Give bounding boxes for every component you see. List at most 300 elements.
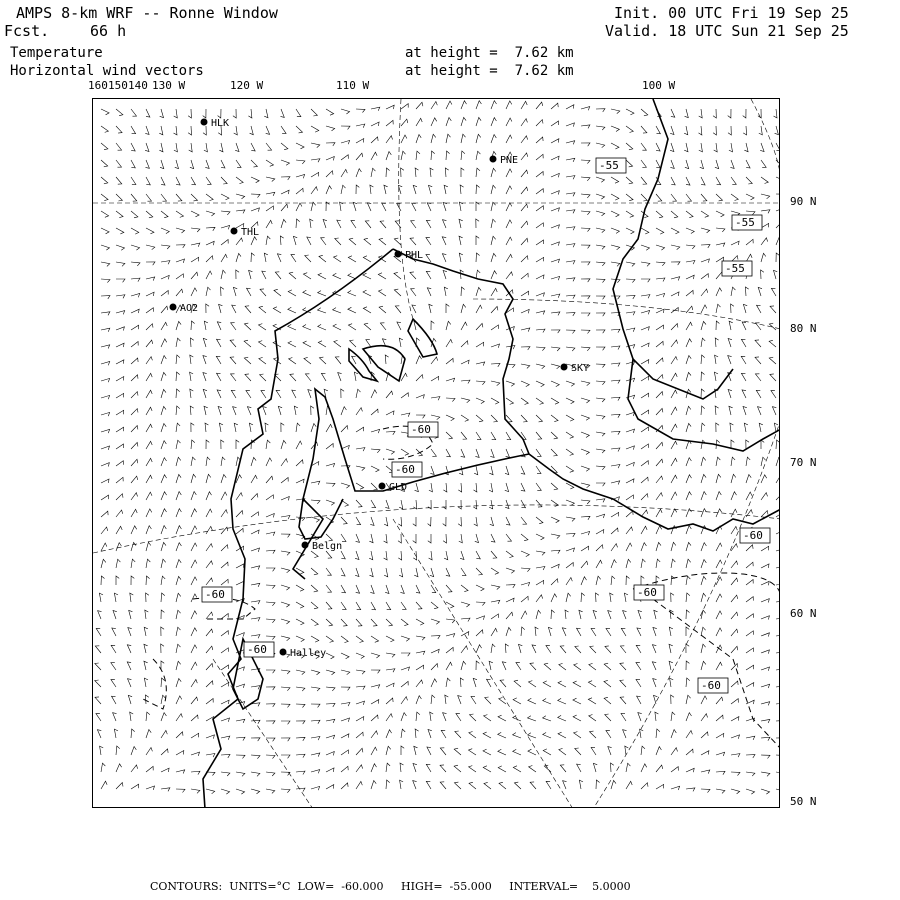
wind-barb	[596, 109, 605, 112]
wind-barb	[131, 409, 138, 415]
wind-barb	[101, 228, 109, 234]
wind-barb	[311, 704, 320, 707]
wind-barb	[101, 495, 109, 500]
wind-barb	[428, 534, 431, 543]
wind-barb	[611, 448, 620, 452]
wind-barb	[446, 339, 452, 347]
wind-barb	[371, 619, 377, 626]
wind-barb	[446, 647, 453, 653]
wind-barb	[581, 245, 590, 248]
wind-barb	[581, 415, 590, 420]
wind-barb	[573, 715, 581, 721]
wind-barb	[380, 221, 386, 228]
wind-barb	[743, 304, 747, 313]
wind-barb	[266, 670, 275, 673]
wind-barb	[641, 376, 649, 381]
wind-barb	[386, 730, 392, 738]
wind-barb	[101, 527, 108, 534]
contour-label-text: -55	[599, 159, 619, 172]
wind-barb	[131, 177, 136, 185]
wind-barb	[250, 126, 254, 135]
wind-barb	[397, 322, 401, 330]
wind-barb	[776, 738, 780, 741]
wind-barb	[161, 406, 166, 415]
wind-barb	[579, 780, 583, 789]
wind-barb	[761, 475, 767, 483]
wind-barb	[559, 748, 566, 755]
wind-barb	[428, 730, 432, 739]
wind-barb	[620, 680, 626, 687]
lat-tick: 70 N	[790, 456, 817, 469]
wind-barb	[446, 378, 455, 382]
wind-barb	[596, 560, 602, 568]
wind-barb	[505, 483, 509, 492]
wind-barb	[101, 362, 110, 366]
wind-barb	[394, 238, 401, 245]
wind-barb	[266, 568, 275, 571]
wind-barb	[446, 415, 454, 421]
wind-barb	[443, 517, 446, 526]
wind-barb	[206, 241, 214, 245]
wind-barb	[101, 245, 110, 250]
wind-barb	[731, 754, 740, 758]
wind-barb	[131, 493, 138, 500]
wind-barb	[259, 357, 266, 364]
wind-barb	[656, 747, 661, 755]
wind-barb	[326, 109, 334, 115]
map-canvas	[93, 99, 780, 808]
wind-barb	[236, 511, 243, 518]
wind-barb	[296, 160, 305, 164]
wind-barb	[431, 151, 435, 160]
wind-barb	[367, 203, 371, 211]
wind-barb	[318, 273, 326, 279]
wind-barb	[395, 221, 401, 228]
wind-barb	[296, 771, 305, 774]
wind-barb	[311, 585, 318, 592]
wind-barb	[716, 509, 722, 517]
wind-barb	[461, 646, 468, 653]
wind-barb	[656, 442, 663, 449]
station-halley	[280, 648, 327, 659]
wind-barb	[543, 716, 551, 721]
wind-barb	[558, 698, 566, 704]
wind-barb	[551, 191, 559, 195]
wind-barb	[146, 766, 153, 772]
contour-label	[740, 528, 770, 543]
wind-barb	[412, 203, 416, 211]
wind-barb	[701, 751, 709, 755]
wind-barb	[536, 551, 545, 555]
wind-barb	[596, 466, 605, 470]
wind-barb	[686, 610, 690, 619]
wind-barb	[278, 406, 282, 415]
wind-barb	[731, 526, 737, 534]
wind-barb	[296, 636, 304, 642]
wind-barb	[543, 749, 551, 755]
wind-barb	[146, 492, 152, 500]
wind-barb	[176, 627, 181, 636]
wind-barb	[114, 729, 118, 738]
wind-barb	[101, 109, 109, 115]
wind-barb	[379, 306, 386, 313]
wind-barb	[413, 185, 417, 194]
wind-barb	[116, 211, 123, 218]
wind-barb	[528, 698, 536, 704]
wind-barb	[746, 789, 755, 794]
wind-barb	[641, 126, 647, 133]
wind-barb	[371, 466, 379, 472]
wind-barb	[671, 424, 677, 432]
wind-barb	[101, 194, 108, 201]
wind-barb	[101, 378, 110, 382]
wind-barb	[161, 475, 167, 483]
coastline-path	[349, 349, 377, 381]
wind-barb	[333, 324, 341, 330]
wind-barb	[333, 273, 341, 279]
wind-barb	[176, 576, 181, 585]
wind-barb	[641, 783, 648, 789]
wind-barb	[326, 171, 333, 177]
wind-barb	[641, 559, 645, 568]
wind-barb	[296, 188, 303, 194]
wind-barb	[221, 194, 229, 200]
wind-barb	[236, 684, 245, 688]
wind-barb	[219, 304, 223, 313]
wind-barb	[446, 118, 451, 127]
wind-barb	[430, 466, 434, 474]
wind-barb	[206, 194, 213, 201]
wind-barb	[356, 389, 361, 398]
wind-barb	[261, 391, 266, 398]
wind-barb	[581, 125, 590, 128]
wind-barb	[476, 287, 481, 296]
wind-barb	[411, 289, 416, 296]
wind-barb	[430, 168, 433, 177]
wind-barb	[281, 497, 289, 501]
wind-barb	[596, 514, 605, 518]
wind-barb	[776, 177, 780, 183]
wind-barb	[326, 752, 334, 756]
wind-barb	[656, 325, 664, 330]
wind-barb	[217, 322, 221, 330]
wind-barb	[551, 594, 557, 602]
station-dot	[379, 483, 386, 490]
wind-barb	[596, 576, 601, 585]
wind-barb	[363, 273, 371, 279]
wind-barb	[701, 289, 708, 296]
wind-barb	[521, 596, 528, 602]
wind-barb	[641, 295, 650, 299]
wind-barb	[671, 492, 677, 500]
wind-barb	[266, 440, 270, 449]
wind-barb	[461, 341, 468, 347]
wind-barb	[161, 542, 166, 551]
wind-barb	[251, 548, 260, 552]
wind-barb	[321, 373, 326, 381]
wind-barb	[551, 156, 559, 160]
wind-barb	[146, 475, 152, 483]
wind-barb	[530, 663, 536, 670]
wind-barb	[596, 262, 605, 266]
wind-barb	[203, 356, 207, 364]
wind-barb	[311, 619, 318, 626]
wind-barb	[370, 517, 374, 525]
wind-barb	[671, 324, 678, 331]
wind-barb	[161, 306, 168, 313]
wind-barb	[416, 619, 424, 625]
wind-barb	[281, 219, 286, 228]
wind-barb	[221, 211, 230, 215]
wind-barb	[206, 663, 213, 670]
wind-barb	[671, 748, 678, 755]
wind-barb	[281, 440, 286, 449]
wind-barb	[386, 619, 393, 626]
wind-barb	[761, 270, 764, 279]
wind-barb	[386, 105, 394, 109]
wind-barb	[656, 459, 663, 466]
wind-barb	[266, 636, 275, 640]
wind-barb	[626, 576, 630, 585]
wind-barb	[776, 208, 780, 212]
wind-barb	[401, 713, 406, 721]
wind-barb	[101, 412, 110, 416]
wind-barb	[311, 517, 320, 522]
wind-barb	[716, 288, 722, 296]
wind-barb	[701, 610, 706, 619]
wind-barb	[446, 134, 451, 143]
wind-barb	[460, 185, 464, 194]
wind-barb	[371, 483, 377, 490]
wind-barb	[161, 526, 166, 535]
wind-barb	[491, 185, 496, 194]
wind-barb	[506, 627, 511, 636]
wind-barb	[581, 577, 587, 585]
wind-barb	[476, 602, 485, 606]
wind-barb	[281, 204, 288, 211]
wind-barb	[206, 526, 212, 534]
init-time: Init. 00 UTC Fri 19 Sep 25	[614, 4, 849, 22]
wind-barb	[461, 602, 470, 607]
wind-barb	[386, 698, 393, 704]
wind-barb	[761, 684, 770, 688]
wind-barb	[355, 568, 359, 577]
wind-barb	[341, 750, 348, 755]
wind-barb	[761, 160, 766, 167]
wind-barb	[95, 680, 101, 687]
wind-barb	[441, 730, 446, 738]
wind-barb	[426, 255, 431, 262]
wind-barb	[551, 500, 558, 507]
wind-barb	[626, 262, 635, 266]
wind-barb	[251, 618, 260, 622]
wind-barb	[626, 462, 634, 466]
wind-barb	[473, 678, 477, 687]
wind-barb	[176, 228, 185, 233]
map-title: AMPS 8-km WRF -- Ronne Window	[16, 4, 278, 22]
station-dot	[201, 119, 208, 126]
wind-barb	[221, 270, 226, 279]
wind-barb	[413, 764, 417, 773]
wind-barb	[701, 228, 710, 233]
wind-barb	[326, 585, 332, 592]
wind-barb	[161, 228, 169, 234]
wind-barb	[221, 545, 228, 551]
forecast-hours: 66 h	[90, 22, 127, 40]
wind-barb	[536, 223, 543, 228]
wind-barb	[116, 427, 124, 432]
wind-barb	[296, 143, 304, 149]
wind-barb	[730, 160, 734, 168]
wind-barb	[461, 151, 465, 160]
wind-barb	[131, 559, 135, 568]
contour-line	[653, 599, 780, 749]
wind-barb	[341, 109, 350, 114]
wind-barb	[116, 410, 124, 415]
wind-barb	[191, 679, 197, 687]
wind-barb	[626, 495, 633, 500]
wind-barb	[114, 593, 118, 602]
wind-barb	[296, 219, 300, 228]
wind-barb	[281, 585, 290, 590]
station-dot	[302, 542, 309, 549]
wind-barb	[217, 390, 221, 398]
wind-barb	[776, 457, 780, 466]
wind-barb	[626, 345, 635, 349]
wind-barb	[581, 143, 590, 146]
wind-barb	[558, 715, 566, 721]
wind-barb	[671, 542, 676, 551]
wind-barb	[755, 340, 761, 347]
wind-barb	[221, 177, 227, 184]
wind-barb	[686, 475, 692, 483]
wind-barb	[426, 271, 431, 279]
wind-barb	[251, 583, 260, 587]
wind-barb	[611, 414, 620, 417]
wind-barb	[371, 685, 380, 689]
wind-barb	[491, 600, 500, 604]
wind-barb	[521, 381, 529, 387]
wind-barb	[191, 474, 196, 483]
wind-barb	[728, 390, 732, 399]
wind-barb	[348, 291, 356, 297]
wind-barb	[431, 357, 438, 364]
wind-barb	[528, 716, 537, 721]
wind-barb	[731, 457, 735, 466]
wind-barb	[551, 483, 558, 490]
wind-barb	[176, 509, 181, 517]
wind-barb	[326, 464, 335, 468]
wind-barb	[626, 763, 630, 772]
wind-barb	[444, 551, 448, 560]
wind-barb	[131, 375, 138, 381]
contour-label	[722, 261, 752, 276]
wind-barb	[431, 636, 440, 639]
wind-barb	[491, 614, 498, 619]
wind-barb	[311, 568, 318, 575]
wind-barb	[116, 783, 123, 790]
wind-barb	[400, 763, 404, 772]
wind-barb	[701, 211, 709, 217]
wind-barb	[131, 426, 138, 433]
wind-barb	[440, 782, 446, 789]
wind-barb	[461, 398, 470, 403]
wind-barb	[386, 168, 390, 177]
wind-barb	[715, 160, 719, 169]
wind-barb	[401, 746, 404, 755]
wind-barb	[191, 543, 197, 551]
wind-barb	[371, 168, 375, 177]
wind-barb	[431, 376, 439, 381]
wind-barb	[611, 528, 618, 534]
wind-barb	[506, 381, 515, 386]
wind-barb	[203, 389, 207, 398]
wind-barb	[566, 330, 575, 334]
wind-barb	[216, 356, 221, 364]
wind-barb	[590, 731, 597, 738]
wind-barb	[101, 262, 110, 266]
wind-barb	[701, 440, 705, 449]
contour-label-text: -60	[205, 588, 225, 601]
wind-barb	[521, 483, 525, 491]
wind-barb	[233, 109, 236, 118]
wind-barb	[281, 704, 290, 707]
wind-barb	[641, 177, 647, 184]
wind-barb	[290, 374, 296, 381]
wind-barb	[566, 563, 573, 569]
wind-barb	[245, 374, 251, 381]
wind-barb	[460, 551, 464, 560]
wind-barb	[190, 372, 194, 381]
wind-barb	[176, 372, 180, 381]
wind-barb	[386, 391, 393, 398]
wind-barb	[489, 466, 493, 475]
wind-barb	[686, 559, 691, 568]
wind-barb	[236, 493, 242, 500]
wind-barb	[401, 636, 410, 641]
wind-barb	[296, 737, 305, 740]
wind-barb	[251, 475, 257, 483]
wind-barb	[637, 696, 641, 704]
wind-barb	[311, 109, 317, 116]
wind-barb	[281, 143, 288, 150]
wind-barb	[416, 636, 425, 640]
wind-barb	[443, 534, 446, 543]
wind-barb	[581, 160, 590, 164]
station-label: HLK	[211, 118, 230, 129]
wind-barb	[356, 701, 365, 705]
wind-barb	[500, 680, 506, 687]
wind-barb	[491, 364, 500, 367]
wind-barb	[116, 746, 120, 755]
wind-barb	[413, 534, 416, 543]
wind-barb	[476, 253, 480, 262]
wind-barb	[469, 732, 476, 739]
wind-barb	[356, 466, 365, 471]
wind-barb	[415, 729, 419, 738]
wind-barb	[416, 102, 423, 109]
wind-barb	[161, 749, 168, 755]
wind-barb	[476, 202, 479, 211]
wind-barb	[363, 290, 371, 296]
wind-barb	[356, 585, 360, 593]
wind-barb	[191, 243, 200, 247]
wind-barb	[191, 771, 200, 774]
wind-barb	[293, 236, 297, 245]
wind-barb	[728, 356, 732, 364]
wind-barb	[146, 177, 150, 185]
wind-barb	[536, 311, 545, 315]
